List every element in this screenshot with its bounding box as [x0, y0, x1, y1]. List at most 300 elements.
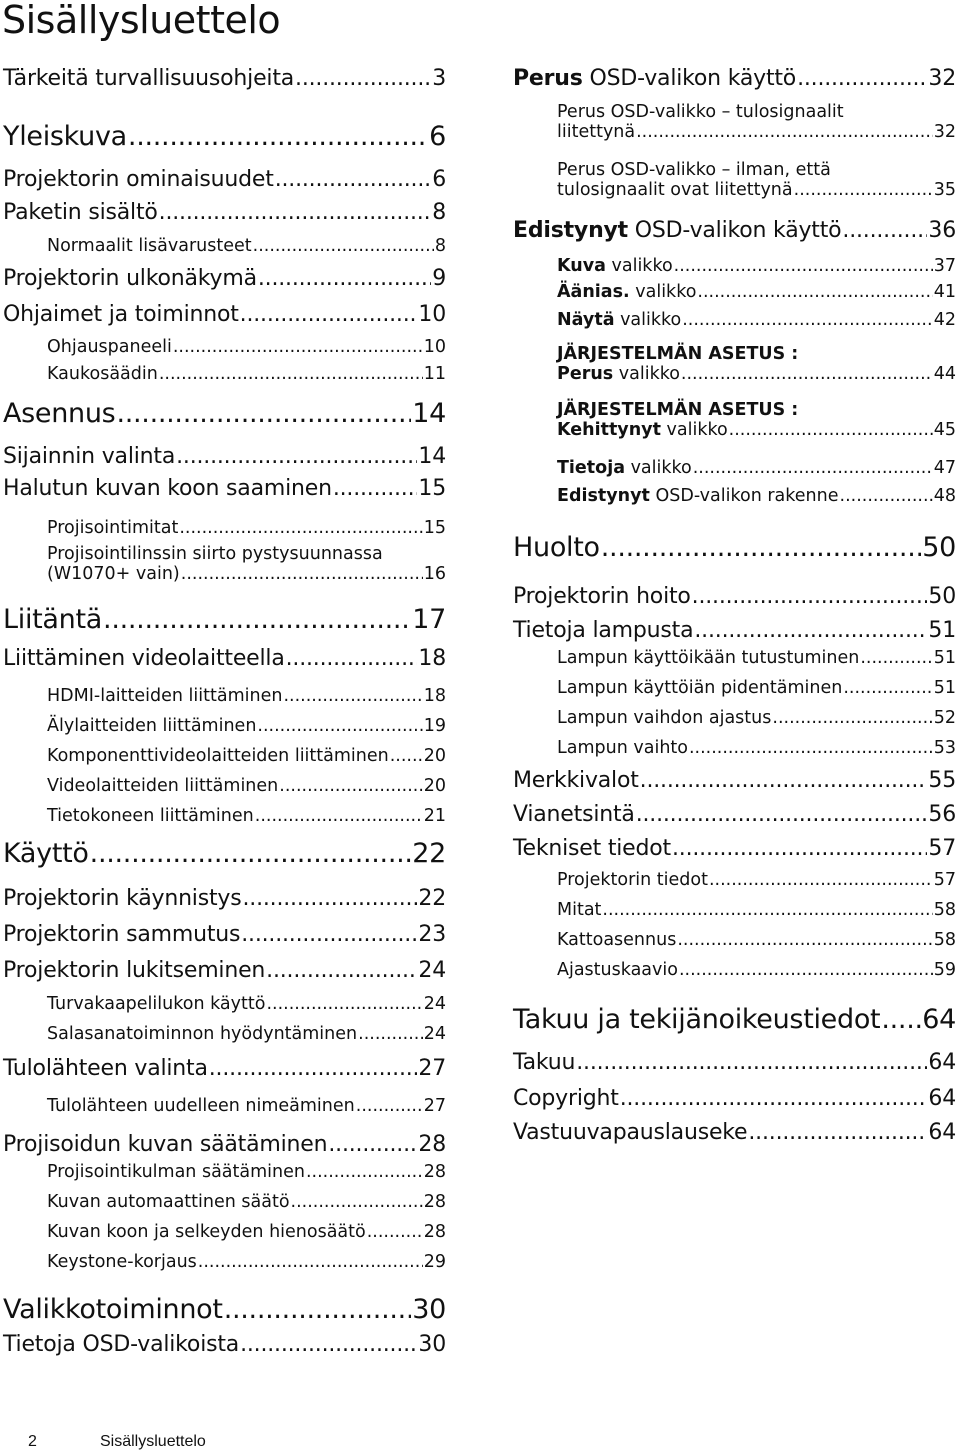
toc-entry[interactable]: [3, 476, 446, 501]
toc-entry-title: [3, 838, 89, 869]
toc-row: [3, 922, 446, 947]
dot-leader: [241, 922, 417, 947]
toc-entry-page: 6: [432, 167, 446, 192]
toc-row: [513, 836, 956, 861]
toc-entry-title-text: Turvakaapelilukon käyttö: [47, 994, 266, 1014]
toc-entry[interactable]: [557, 400, 956, 440]
toc-entry-page: 24: [418, 958, 446, 983]
toc-entry[interactable]: [513, 1004, 956, 1035]
toc-entry-title-text: Yleiskuva: [3, 121, 127, 152]
toc-entry[interactable]: [513, 532, 956, 563]
dot-leader: [636, 802, 928, 827]
toc-entry[interactable]: [513, 1086, 956, 1111]
toc-entry-title: [557, 900, 601, 920]
toc-entry[interactable]: [557, 310, 956, 330]
dot-leader: [255, 806, 423, 826]
toc-entry-title-text: Kattoasennus: [557, 930, 677, 950]
toc-entry-title: [47, 776, 278, 796]
dot-leader: [672, 836, 927, 861]
toc-entry-page: 58: [933, 900, 956, 920]
toc-entry-title-text: Projektorin tiedot: [557, 870, 708, 890]
toc-entry-title: [513, 768, 639, 793]
toc-row: [513, 618, 956, 643]
toc-entry[interactable]: [557, 960, 956, 980]
toc-entry-title-text: Tietokoneen liittäminen: [47, 806, 254, 826]
dot-leader: [333, 476, 418, 501]
toc-entry[interactable]: [557, 458, 956, 478]
toc-entry[interactable]: [3, 444, 446, 469]
toc-entry[interactable]: [47, 776, 446, 796]
toc-entry-title-line: JÄRJESTELMÄN ASETUS :: [557, 344, 799, 364]
toc-entry[interactable]: [47, 236, 446, 256]
toc-entry-title: [3, 1132, 327, 1157]
toc-entry-title-text: Takuu ja tekijänoikeustiedot: [513, 1004, 881, 1035]
toc-entry[interactable]: [47, 1222, 446, 1242]
toc-entry-title-text: valikko: [629, 282, 697, 302]
toc-entry[interactable]: [513, 802, 956, 827]
toc-entry[interactable]: [557, 486, 956, 506]
toc-entry-title: (W1070+ vain): [47, 564, 180, 584]
toc-entry-title: [47, 1252, 197, 1272]
page-title: Sisällysluettelo: [2, 0, 281, 42]
toc-entry-page: 58: [933, 930, 956, 950]
dot-leader: [198, 1252, 423, 1272]
toc-entry-title-text: Asennus: [3, 398, 116, 429]
toc-entry[interactable]: [557, 648, 956, 668]
toc-entry-title-text: Projisointikulman säätäminen: [47, 1162, 305, 1182]
toc-entry-page: 51: [933, 648, 956, 668]
toc-entry-title-text: valikko: [605, 256, 673, 276]
toc-row: [557, 708, 956, 728]
toc-entry-title: [47, 806, 254, 826]
dot-leader: [90, 838, 412, 869]
toc-entry[interactable]: [513, 836, 956, 861]
toc-entry-title: [513, 532, 600, 563]
toc-entry-title-text: valikko: [660, 420, 728, 440]
toc-entry-title-text: Käyttö: [3, 838, 89, 869]
toc-entry-title: [3, 266, 257, 291]
toc-entry-page: 55: [928, 768, 956, 793]
toc-entry-title: [513, 618, 693, 643]
toc-entry-page: 28: [423, 1192, 446, 1212]
toc-row: [557, 960, 956, 980]
toc-row: [47, 994, 446, 1014]
toc-entry[interactable]: [3, 398, 446, 429]
dot-leader: [286, 646, 418, 671]
dot-leader: [266, 958, 417, 983]
toc-entry-title-text: Sijainnin valinta: [3, 444, 176, 469]
dot-leader: [843, 678, 932, 698]
toc-entry[interactable]: [557, 930, 956, 950]
toc-entry-title-bold: Perus: [513, 66, 583, 91]
toc-entry-title: [47, 746, 389, 766]
toc-entry[interactable]: [3, 200, 446, 225]
dot-leader: [677, 930, 932, 950]
toc-entry-page: 14: [412, 398, 446, 429]
toc-entry-page: 36: [928, 218, 956, 243]
toc-entry-title-text: Projektorin ominaisuudet: [3, 167, 274, 192]
toc-entry-page: 14: [418, 444, 446, 469]
toc-entry-page: 8: [432, 200, 446, 225]
toc-entry-title-text: Liitäntä: [3, 604, 103, 635]
toc-entry-title-bold: Perus: [557, 364, 614, 384]
toc-entry-title-line: JÄRJESTELMÄN ASETUS :: [557, 400, 799, 420]
toc-entry[interactable]: [3, 121, 446, 152]
dot-leader: [640, 768, 928, 793]
toc-row: [557, 738, 956, 758]
toc-entry-page: 22: [418, 886, 446, 911]
toc-entry-title: [3, 444, 175, 469]
toc-entry-title-text: Tietoja OSD-valikoista: [3, 1332, 240, 1357]
toc-entry-page: 30: [412, 1294, 446, 1325]
toc-entry-title-text: valikko: [625, 458, 692, 478]
toc-entry-title: [557, 458, 692, 478]
toc-entry[interactable]: [557, 160, 956, 200]
toc-entry-title-bold: Edistynyt: [557, 486, 650, 506]
toc-row: [47, 1252, 446, 1272]
dot-leader: [240, 302, 418, 327]
toc-row: [557, 256, 956, 276]
toc-row: [3, 604, 446, 635]
toc-row: [47, 746, 446, 766]
dot-leader: [116, 398, 411, 429]
toc-entry[interactable]: [513, 618, 956, 643]
toc-entry-page: 44: [933, 364, 956, 384]
dot-leader: [176, 444, 417, 469]
toc-entry[interactable]: [47, 518, 446, 538]
toc-entry[interactable]: [513, 1120, 956, 1145]
toc-entry-title: [557, 738, 688, 758]
footer-page-number: 2: [28, 1433, 37, 1450]
dot-leader: [358, 1024, 423, 1044]
toc-entry-title-text: Salasanatoiminnon hyödyntäminen: [47, 1024, 358, 1044]
toc-entry-title: [513, 66, 796, 91]
dot-leader: [576, 1050, 927, 1075]
toc-entry-title: [47, 364, 158, 384]
toc-entry[interactable]: [513, 1050, 956, 1075]
toc-row: [513, 532, 956, 563]
toc-entry-page: 64: [928, 1050, 956, 1075]
toc-entry-page: 28: [423, 1222, 446, 1242]
toc-entry-page: 29: [423, 1252, 446, 1272]
toc-entry-title: [3, 922, 240, 947]
toc-row: [3, 1056, 446, 1081]
toc-entry[interactable]: [557, 256, 956, 276]
dot-leader: [173, 337, 423, 357]
toc-entry-title-text: Normaalit lisävarusteet: [47, 236, 252, 256]
dot-leader: [674, 256, 933, 276]
toc-entry[interactable]: [3, 1056, 446, 1081]
toc-row: [513, 584, 956, 609]
toc-entry[interactable]: [47, 544, 446, 584]
toc-entry[interactable]: [3, 1294, 446, 1325]
toc-entry[interactable]: [47, 994, 446, 1014]
toc-entry-title-text: Projektorin hoito: [513, 584, 691, 609]
toc-entry-title-text: Mitat: [557, 900, 602, 920]
toc-row: [557, 930, 956, 950]
toc-entry[interactable]: [3, 266, 446, 291]
toc-entry-page: 64: [928, 1120, 956, 1145]
toc-entry-title-text: Liittäminen videolaitteella: [3, 646, 285, 671]
toc-entry[interactable]: [513, 66, 956, 91]
toc-entry[interactable]: [47, 1192, 446, 1212]
toc-entry[interactable]: [47, 1252, 446, 1272]
toc-entry[interactable]: [3, 604, 446, 635]
toc-entry-page: 27: [423, 1096, 446, 1116]
toc-row: [47, 716, 446, 736]
dot-leader: [159, 200, 432, 225]
toc-entry-page: 20: [423, 776, 446, 796]
toc-entry[interactable]: [47, 364, 446, 384]
toc-entry-page: 50: [922, 532, 956, 563]
dot-leader: [689, 738, 933, 758]
toc-entry[interactable]: [47, 686, 446, 706]
toc-row: [513, 1050, 956, 1075]
toc-row: [3, 167, 446, 192]
toc-row: [3, 302, 446, 327]
toc-row: [557, 486, 956, 506]
toc-entry[interactable]: [3, 646, 446, 671]
toc-row: [557, 364, 956, 384]
toc-entry-page: 15: [418, 476, 446, 501]
toc-entry-title: [513, 1120, 747, 1145]
toc-entry-page: 37: [933, 256, 956, 276]
toc-row: [3, 266, 446, 291]
toc-entry[interactable]: [557, 282, 956, 302]
toc-entry[interactable]: [513, 584, 956, 609]
toc-entry-title-text: Projektorin lukitseminen: [3, 958, 266, 983]
toc-entry-title: [3, 302, 239, 327]
toc-row: [513, 1004, 956, 1035]
toc-entry-title-text: Kuvan automaattinen säätö: [47, 1192, 290, 1212]
toc-entry-title-text: Lampun vaihdon ajastus: [557, 708, 772, 728]
toc-entry-page: 42: [933, 310, 956, 330]
dot-leader: [279, 776, 422, 796]
toc-row: [47, 236, 446, 256]
toc-entry[interactable]: [47, 1024, 446, 1044]
dot-leader: [257, 716, 422, 736]
toc-entry-page: 52: [933, 708, 956, 728]
toc-entry-page: 3: [432, 66, 446, 91]
toc-entry[interactable]: [557, 102, 956, 142]
toc-entry[interactable]: [47, 1162, 446, 1182]
dot-leader: [179, 518, 422, 538]
toc-entry-page: 50: [928, 584, 956, 609]
toc-entry-title-bold: Kuva: [557, 256, 606, 276]
dot-leader: [224, 1294, 412, 1325]
toc-entry-title-text: Paketin sisältö: [3, 200, 158, 225]
toc-entry-page: 21: [423, 806, 446, 826]
toc-entry[interactable]: [47, 1096, 446, 1116]
toc-entry[interactable]: [47, 337, 446, 357]
toc-entry-title: [513, 1050, 575, 1075]
toc-entry[interactable]: [513, 768, 956, 793]
dot-leader: [128, 121, 428, 152]
toc-entry-page: 18: [423, 686, 446, 706]
toc-entry[interactable]: [3, 302, 446, 327]
toc-entry[interactable]: [557, 678, 956, 698]
toc-row: [3, 958, 446, 983]
toc-entry-title: [3, 200, 158, 225]
toc-entry-title-text: Keystone-korjaus: [47, 1252, 197, 1272]
toc-entry-page: 27: [418, 1056, 446, 1081]
toc-row: [3, 121, 446, 152]
toc-entry-page: 51: [933, 678, 956, 698]
dot-leader: [636, 122, 933, 142]
toc-entry[interactable]: [47, 716, 446, 736]
footer-label: Sisällysluettelo: [100, 1433, 206, 1450]
dot-leader: [620, 1086, 928, 1111]
toc-entry-title-text: Vastuuvapauslauseke: [513, 1120, 748, 1145]
toc-entry-page: 47: [933, 458, 956, 478]
toc-entry-title-text: Projektorin käynnistys: [3, 886, 242, 911]
toc-entry-title-line: Perus OSD-valikko – tulosignaalit: [557, 102, 844, 122]
toc-entry-page: 24: [423, 1024, 446, 1044]
toc-entry[interactable]: [3, 1332, 446, 1357]
toc-entry-title-text: Vianetsintä: [513, 802, 635, 827]
toc-entry-page: 53: [933, 738, 956, 758]
dot-leader: [306, 1162, 423, 1182]
toc-row: [3, 398, 446, 429]
toc-entry[interactable]: [3, 922, 446, 947]
toc-entry[interactable]: [513, 218, 956, 243]
toc-entry[interactable]: [3, 838, 446, 869]
toc-entry-title: [513, 1004, 880, 1035]
toc-entry-page: 51: [928, 618, 956, 643]
toc-entry-title: [513, 802, 635, 827]
toc-entry-page: 18: [418, 646, 446, 671]
toc-entry-title: [3, 604, 102, 635]
toc-entry-title: [557, 256, 673, 276]
toc-entry-title-bold: Edistynyt: [513, 218, 628, 243]
toc-entry[interactable]: [557, 738, 956, 758]
toc-entry-title-text: Halutun kuvan koon saaminen: [3, 476, 332, 501]
dot-leader: [840, 486, 933, 506]
toc-entry-title-text: Projektorin ulkonäkymä: [3, 266, 257, 291]
toc-entry-title-text: Projektorin sammutus: [3, 922, 241, 947]
toc-entry-title-text: Kuvan koon ja selkeyden hienosäätö: [47, 1222, 366, 1242]
toc-entry-title-text: Kaukosäädin: [47, 364, 158, 384]
toc-row: [3, 1294, 446, 1325]
toc-row: [557, 870, 956, 890]
toc-row: [557, 420, 956, 440]
toc-entry-title-text: Lampun käyttöikään tutustuminen: [557, 648, 860, 668]
toc-row: [557, 282, 956, 302]
toc-entry-page: 10: [423, 337, 446, 357]
toc-entry-page: 35: [933, 180, 956, 200]
toc-entry-title: [557, 364, 680, 384]
toc-row: [557, 122, 956, 142]
toc-row: [47, 1096, 446, 1116]
toc-entry-title: [3, 958, 265, 983]
toc-entry-page: 10: [418, 302, 446, 327]
toc-entry-title: [47, 994, 265, 1014]
toc-entry-page: 11: [423, 364, 446, 384]
toc-entry-title-text: Ohjaimet ja toiminnot: [3, 302, 239, 327]
dot-leader: [794, 180, 933, 200]
toc-entry-title-text: Komponenttivideolaitteiden liittäminen: [47, 746, 389, 766]
toc-entry-page: 19: [423, 716, 446, 736]
toc-entry-title: [47, 1096, 355, 1116]
toc-row: [557, 900, 956, 920]
dot-leader: [356, 1096, 423, 1116]
toc-entry-page: 64: [928, 1086, 956, 1111]
toc-entry-page: 28: [423, 1162, 446, 1182]
dot-leader: [842, 218, 927, 243]
toc-entry-title: [3, 1056, 208, 1081]
toc-row: [47, 1024, 446, 1044]
toc-entry-title: [557, 870, 708, 890]
toc-row: [513, 218, 956, 243]
dot-leader: [283, 686, 422, 706]
toc-entry-page: 28: [418, 1132, 446, 1157]
toc-entry[interactable]: [3, 958, 446, 983]
toc-entry-title: [557, 678, 842, 698]
toc-row: [557, 310, 956, 330]
toc-entry[interactable]: [3, 66, 446, 91]
toc-entry-page: 32: [928, 66, 956, 91]
dot-leader: [291, 1192, 423, 1212]
dot-leader: [881, 1004, 921, 1035]
dot-leader: [797, 66, 927, 91]
toc-entry[interactable]: [557, 900, 956, 920]
toc-entry-title: [3, 398, 115, 429]
toc-entry-title-text: OSD-valikon rakenne: [649, 486, 839, 506]
toc-entry[interactable]: [557, 344, 956, 384]
toc-row: [513, 66, 956, 91]
toc-entry-title-text: Copyright: [513, 1086, 619, 1111]
toc-entry[interactable]: [557, 708, 956, 728]
toc-entry-title-text: Älylaitteiden liittäminen: [47, 716, 257, 736]
toc-entry-title: [513, 1086, 619, 1111]
toc-entry-title-text: Tekniset tiedot: [513, 836, 671, 861]
toc-row: [47, 564, 446, 584]
toc-row: [3, 476, 446, 501]
toc-entry-title: [557, 960, 678, 980]
dot-leader: [209, 1056, 418, 1081]
dot-leader: [295, 66, 431, 91]
dot-leader: [694, 618, 927, 643]
dot-leader: [772, 708, 932, 728]
dot-leader: [367, 1222, 423, 1242]
toc-row: [47, 806, 446, 826]
dot-leader: [258, 266, 431, 291]
toc-entry-title-text: Tietoja lampusta: [513, 618, 694, 643]
toc-entry-title: [47, 1192, 290, 1212]
toc-entry-title: [3, 1294, 223, 1325]
toc-row: [3, 1132, 446, 1157]
toc-entry[interactable]: [47, 746, 446, 766]
toc-entry-title: [47, 1024, 357, 1044]
toc-entry-page: 6: [429, 121, 446, 152]
toc-entry-title: [3, 66, 294, 91]
toc-entry[interactable]: [3, 886, 446, 911]
toc-entry[interactable]: [3, 1132, 446, 1157]
toc-row: [47, 776, 446, 796]
toc-entry-title-text: Projisointimitat: [47, 518, 179, 538]
toc-entry-page: 64: [922, 1004, 956, 1035]
toc-entry-title: [47, 1162, 305, 1182]
toc-row: [3, 200, 446, 225]
toc-row: [513, 802, 956, 827]
toc-entry[interactable]: [557, 870, 956, 890]
toc-entry-title: [513, 836, 671, 861]
toc-entry[interactable]: [47, 806, 446, 826]
toc-entry[interactable]: [3, 167, 446, 192]
toc-entry-page: 48: [933, 486, 956, 506]
dot-leader: [682, 310, 933, 330]
toc-row: [557, 458, 956, 478]
